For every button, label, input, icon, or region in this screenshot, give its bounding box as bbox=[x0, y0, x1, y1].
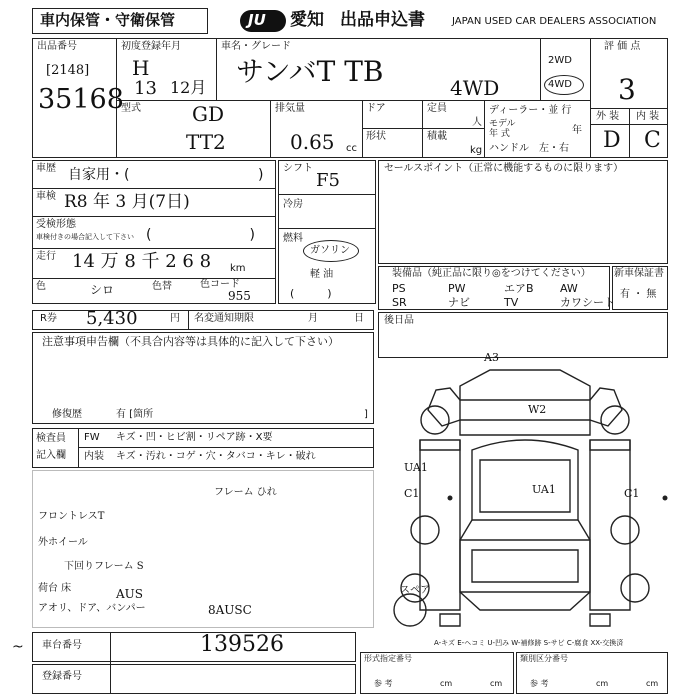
dealer-label: ディーラー・並 行 bbox=[489, 105, 572, 116]
english-name: JAPAN USED CAR DEALERS ASSOCIATION bbox=[452, 16, 657, 27]
damage-label-c1-left: C1 bbox=[404, 487, 420, 500]
fuel-gasoline-circle bbox=[303, 240, 359, 262]
color-code-value: 955 bbox=[228, 289, 251, 303]
door-label: ドア bbox=[366, 103, 386, 114]
shape-label: 形状 bbox=[366, 131, 386, 142]
ju-logo-text: JU bbox=[248, 11, 266, 29]
displacement-label: 排気量 bbox=[275, 103, 305, 114]
equipment-item-0-2: エアB bbox=[504, 282, 534, 295]
equipment-item-1-0: SR bbox=[392, 296, 407, 309]
interior-label: 内 装 bbox=[636, 111, 660, 122]
color-label: 色 bbox=[36, 281, 46, 292]
form-title: 出品申込書 bbox=[340, 10, 425, 30]
capacity-unit: 人 bbox=[472, 117, 482, 128]
interior-items-label: 内装 bbox=[84, 451, 104, 462]
model-value-2: TT2 bbox=[186, 130, 226, 154]
handle-label: ハンドル 左・右 bbox=[489, 143, 569, 154]
deadline-label: 名変通知期限 bbox=[194, 313, 254, 324]
lot-number-label: 出品番号 bbox=[37, 41, 77, 52]
handwritten-note-4: 荷台 床 bbox=[38, 583, 72, 594]
capacity-label: 定員 bbox=[427, 103, 447, 114]
form-number-label: 形式指定番号 bbox=[364, 654, 412, 663]
fuel-label: 燃料 bbox=[283, 233, 303, 244]
inspection-value: R8 年 3 月(7日) bbox=[64, 192, 190, 212]
handwritten-note-5: アオリ、ドア、バンパー bbox=[38, 603, 146, 614]
inspection-label: 車検 bbox=[36, 191, 56, 202]
damage-label-a3: A3 bbox=[484, 351, 499, 364]
repair-value: 有 [箇所 bbox=[116, 409, 154, 420]
warranty-value: 有 ・ 無 bbox=[620, 289, 657, 300]
repair-close: ] bbox=[364, 409, 368, 420]
damage-legend: A-キズ E-ヘコミ U-凹み W-補修跡 S-サビ C-腐食 XX-交換済 bbox=[434, 639, 624, 647]
receipt-sub: 車検付きの場合記入して下さい bbox=[36, 233, 134, 241]
recycle-label: R券 bbox=[40, 313, 57, 324]
chassis-label: 車台番号 bbox=[42, 640, 82, 651]
fuel-paren: ( ) bbox=[290, 287, 332, 300]
notes-label: 注意事項申告欄（不具合内容等は具体的に記入して下さい） bbox=[42, 335, 339, 348]
fuel-gasoline: ガソリン bbox=[310, 245, 350, 256]
equipment-item-0-0: PS bbox=[392, 282, 406, 295]
deadline-day: 日 bbox=[354, 313, 364, 324]
recycle-unit: 円 bbox=[170, 313, 180, 324]
displacement-value: 0.65 bbox=[290, 130, 335, 154]
drive-option-4wd: 4WD bbox=[548, 79, 572, 90]
equipment-item-0-3: AW bbox=[560, 282, 578, 295]
form-cm-2: cm bbox=[490, 679, 503, 688]
history-close: ) bbox=[258, 167, 264, 183]
form-ref-label: 参 考 bbox=[374, 679, 393, 688]
mileage-unit: km bbox=[230, 263, 246, 274]
handwritten-note-0: フレーム ひれ bbox=[214, 487, 277, 498]
model-year-label-1: モデル bbox=[489, 119, 516, 129]
fuel-diesel: 軽 油 bbox=[310, 269, 334, 280]
spare-label: スペア bbox=[400, 585, 430, 596]
score-value: 3 bbox=[618, 73, 636, 106]
lot-sub-number: [2148] bbox=[46, 63, 90, 78]
model-value-1: GD bbox=[192, 102, 225, 126]
registration-label: 登録番号 bbox=[42, 671, 82, 682]
exterior-label: 外 装 bbox=[596, 111, 620, 122]
score-label: 評 価 点 bbox=[604, 41, 641, 52]
warranty-label: 新車保証書 bbox=[614, 268, 664, 279]
handwritten-note-2: 外ホイール bbox=[38, 537, 88, 548]
first-reg-month: 12月 bbox=[170, 78, 207, 97]
fw-items: キズ・凹・ヒビ割・リペア跡・X要 bbox=[116, 432, 273, 443]
first-reg-label: 初度登録年月 bbox=[121, 41, 181, 52]
chassis-value: 139526 bbox=[200, 632, 284, 657]
class-number-label: 類別区分番号 bbox=[520, 654, 568, 663]
inspector-label-1: 検査員 bbox=[36, 433, 66, 444]
mileage-value: 14 万 8 千 2 6 8 bbox=[72, 251, 212, 272]
interior-grade: C bbox=[644, 128, 661, 153]
interior-items: キズ・汚れ・コゲ・穴・タバコ・キレ・破れ bbox=[116, 451, 316, 462]
storage-note: 車内保管・守衛保管 bbox=[40, 11, 176, 29]
displacement-unit: cc bbox=[346, 143, 357, 154]
color-change-label: 色替 bbox=[152, 281, 172, 292]
footer-tilde: ~ bbox=[12, 639, 24, 655]
class-cm-2: cm bbox=[646, 679, 659, 688]
ac-label: 冷房 bbox=[283, 199, 303, 210]
damage-label-w2: W2 bbox=[528, 403, 547, 416]
handwritten-note-3: 下回りフレーム S bbox=[64, 561, 144, 572]
sales-point-block bbox=[378, 160, 668, 264]
equipment-grid bbox=[386, 281, 615, 309]
color-value: シロ bbox=[90, 283, 115, 297]
sales-point-label: セールスポイント（正常に機能するものに限ります） bbox=[384, 163, 624, 174]
damage-label-c1-right: C1 bbox=[624, 487, 640, 500]
receipt-label: 受検形態 bbox=[36, 219, 76, 230]
inspector-label-2: 記入欄 bbox=[36, 450, 66, 461]
damage-label-ua1-center: UA1 bbox=[532, 483, 556, 496]
model-year-unit: 年 bbox=[572, 125, 582, 136]
rear-items-label: 後日品 bbox=[384, 315, 414, 326]
equipment-label: 装備品（純正品に限り◎をつけてください） bbox=[392, 268, 591, 279]
shift-value: F5 bbox=[316, 170, 340, 191]
damage-label-ua1-left: UA1 bbox=[404, 461, 428, 474]
fw-label: FW bbox=[84, 432, 100, 443]
drive-option-2wd: 2WD bbox=[548, 55, 572, 66]
equipment-item-0-1: PW bbox=[448, 282, 466, 295]
class-ref-label: 参 考 bbox=[530, 679, 549, 688]
car-name-label: 車名・グレード bbox=[221, 41, 291, 52]
equipment-item-1-2: TV bbox=[504, 296, 519, 309]
handwritten-note-1: フロントレスT bbox=[38, 511, 105, 522]
ausc-note-2: 8AUSC bbox=[208, 603, 252, 617]
shift-label: シフト bbox=[283, 163, 313, 174]
recycle-value: 5,430 bbox=[86, 308, 138, 329]
model-year-label-2: 年 式 bbox=[489, 129, 510, 139]
first-reg-era: H bbox=[132, 56, 150, 80]
car-name: サンバT TB bbox=[236, 55, 384, 88]
first-reg-year: 13 bbox=[134, 78, 157, 99]
equipment-item-1-3: カワシート bbox=[560, 296, 615, 309]
form-cm-1: cm bbox=[440, 679, 453, 688]
receipt-paren: ( ) bbox=[146, 227, 255, 243]
model-label: 型式 bbox=[121, 103, 141, 114]
load-unit: kg bbox=[470, 145, 483, 156]
org-pref: 愛知 bbox=[290, 10, 324, 30]
mileage-label: 走行 bbox=[36, 251, 56, 262]
load-label: 積載 bbox=[427, 131, 447, 142]
exterior-grade: D bbox=[603, 128, 621, 153]
repair-label: 修復歴 bbox=[52, 409, 82, 420]
equipment-item-1-1: ナビ bbox=[448, 296, 470, 309]
color-code-label: 色コード bbox=[200, 279, 240, 290]
ausc-note-1: AUS bbox=[116, 587, 143, 601]
history-value: 自家用・( bbox=[68, 167, 130, 183]
drive-type: 4WD bbox=[450, 76, 500, 100]
history-label: 車歴 bbox=[36, 163, 56, 174]
lot-number: 35168 bbox=[38, 84, 124, 115]
deadline-month: 月 bbox=[308, 313, 318, 324]
drive-4wd-circle bbox=[544, 75, 584, 95]
class-cm-1: cm bbox=[596, 679, 609, 688]
